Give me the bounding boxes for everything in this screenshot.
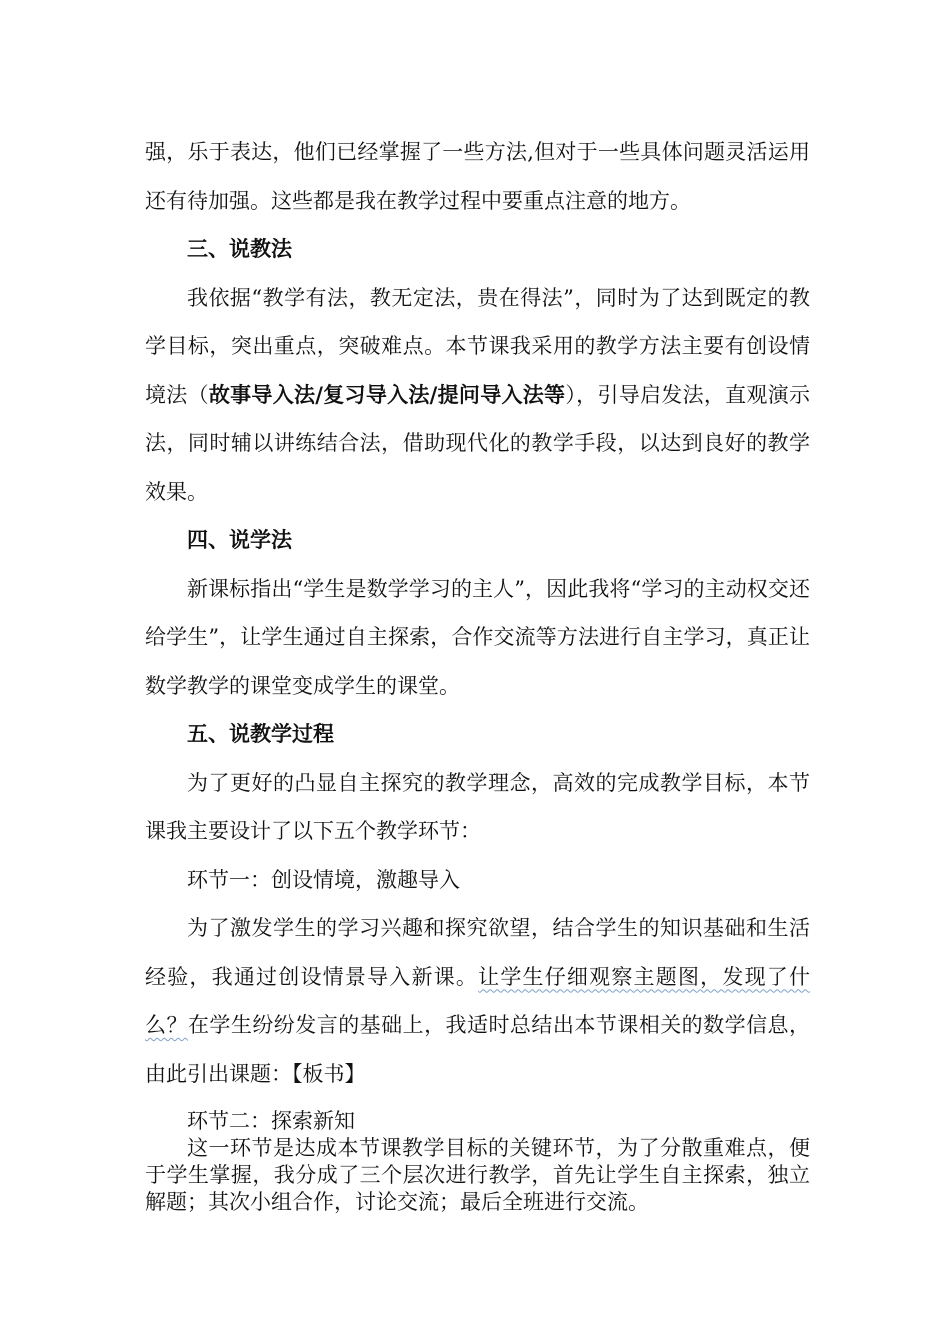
paragraph-step-1-text-a: 为了激发学生的学习兴趣和探究欲望，结合学生的知识基础和生活经验，我通过创设情景导入新课。 (145, 916, 810, 989)
section-heading-learning-method: 四、说学法 (187, 527, 292, 552)
paragraph-learner-analysis: 强，乐于表达，他们已经掌握了一些方法,但对于一些具体问题灵活运用还有待加强。这些都是我在教学过程中要重点注意的地方。 (145, 140, 810, 213)
paragraph-teaching-method-text-a: 我依据“教学有法，教无定法，贵在得法”，同时为了达到既定的教学目标，突出重点，突破难点。本节课我采用的教学方法主要有创设情境法（ (145, 285, 810, 407)
section-heading-teaching-process: 五、说教学过程 (187, 721, 334, 746)
paragraph-teaching-method-text-b: ），引导启发法，直观演示法，同时辅以讲练结合法，借助现代化的教学手段，以达到良好的教学效果。 (145, 382, 811, 504)
step-1-title: 环节一：创设情境，激趣导入 (187, 867, 460, 892)
section-heading-teaching-method: 三、说教法 (187, 236, 292, 261)
paragraph-step-1-text-b: 在学生纷纷发言的基础上，我适时总结出本节课相关的数学信息，由此引出课题：【板书】 (145, 1013, 811, 1086)
paragraph-teaching-method-bold-text: 故事导入法/复习导入法/提问导入法等 (208, 381, 566, 407)
document-page (145, 128, 810, 1216)
paragraph-learning-method: 新课标指出“学生是数学学习的主人”，因此我将“学习的主动权交还给学生”，让学生通过自主探索，合作交流等方法进行自主学习，真正让数学教学的课堂变成学生的课堂。 (145, 576, 810, 698)
step-2-title: 环节二：探索新知 (187, 1109, 355, 1133)
paragraph-step-1 (145, 904, 810, 1098)
spacer (145, 1098, 810, 1108)
paragraph-teaching-process-intro: 为了更好的凸显自主探究的教学理念，高效的完成教学目标，本节课我主要设计了以下五个教学环节： (145, 770, 810, 843)
paragraph-step-1-wavy-text: 让学生仔细观察主题图，发现了什么？ (145, 964, 811, 1037)
paragraph-step-2: 这一环节是达成本节课教学目标的关键环节，为了分散重难点，便于学生掌握，我分成了三个层次进行教学，首先让学生自主探索，独立解题；其次小组合作，讨论交流；最后全班进行交流。 (145, 1136, 810, 1214)
paragraph-teaching-method (145, 274, 810, 517)
